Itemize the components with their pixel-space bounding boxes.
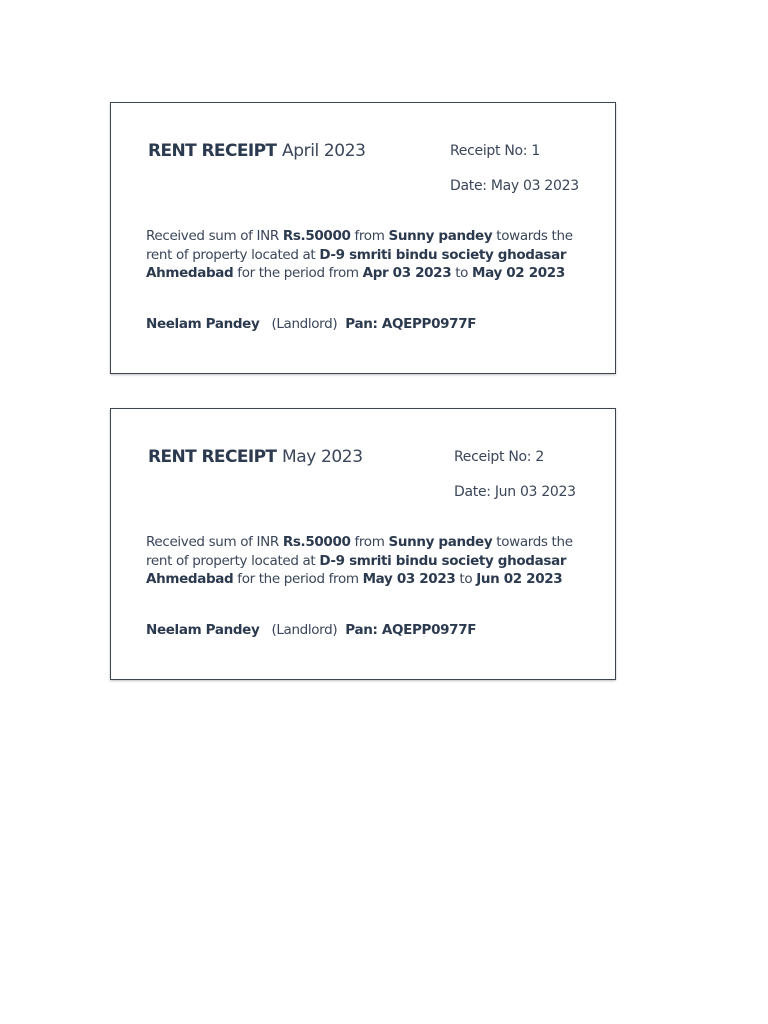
landlord-signature	[146, 316, 476, 332]
landlord-pan: Pan: AQEPP0977F	[345, 316, 477, 332]
rent-receipt-2	[110, 408, 616, 680]
landlord-role: (Landlord)	[271, 622, 338, 638]
property-address: D-9 smriti bindu society ghodasar Ahmedabad	[146, 246, 567, 281]
receipt-month: April 2023	[282, 141, 366, 161]
receipt-body: Received sum of INR Rs.50000 from Sunny pandey towards the rent of property located at D-9 smriti bindu society ghodasar Ahmedabad for the period from May 03 2023 to Jun 02 2023	[146, 534, 573, 587]
landlord-name: Neelam Pandey	[146, 316, 260, 332]
receipt-month: May 2023	[282, 447, 363, 467]
rent-receipt-1	[110, 102, 616, 374]
amount: Rs.50000	[282, 534, 351, 550]
period-to: May 02 2023	[472, 265, 565, 281]
landlord-pan: Pan: AQEPP0977F	[345, 622, 477, 638]
receipt-number: Receipt No: 2	[454, 449, 544, 465]
amount: Rs.50000	[282, 228, 351, 244]
tenant-name: Sunny pandey	[388, 228, 493, 244]
landlord-role: (Landlord)	[271, 316, 338, 332]
receipt-date: Date: May 03 2023	[450, 178, 579, 194]
landlord-name: Neelam Pandey	[146, 622, 260, 638]
receipt-date: Date: Jun 03 2023	[454, 484, 576, 500]
period-from: Apr 03 2023	[362, 265, 452, 281]
tenant-name: Sunny pandey	[388, 534, 493, 550]
period-to: Jun 02 2023	[476, 571, 563, 587]
receipt-title: RENT RECEIPT	[148, 141, 277, 161]
property-address: D-9 smriti bindu society ghodasar Ahmedabad	[146, 552, 567, 587]
receipt-body: Received sum of INR Rs.50000 from Sunny pandey towards the rent of property located at D-9 smriti bindu society ghodasar Ahmedabad for the period from Apr 03 2023 to May 02 2023	[146, 228, 573, 281]
receipt-title: RENT RECEIPT	[148, 447, 277, 467]
period-from: May 03 2023	[362, 571, 456, 587]
receipt-number: Receipt No: 1	[450, 143, 540, 159]
landlord-signature	[146, 622, 476, 638]
